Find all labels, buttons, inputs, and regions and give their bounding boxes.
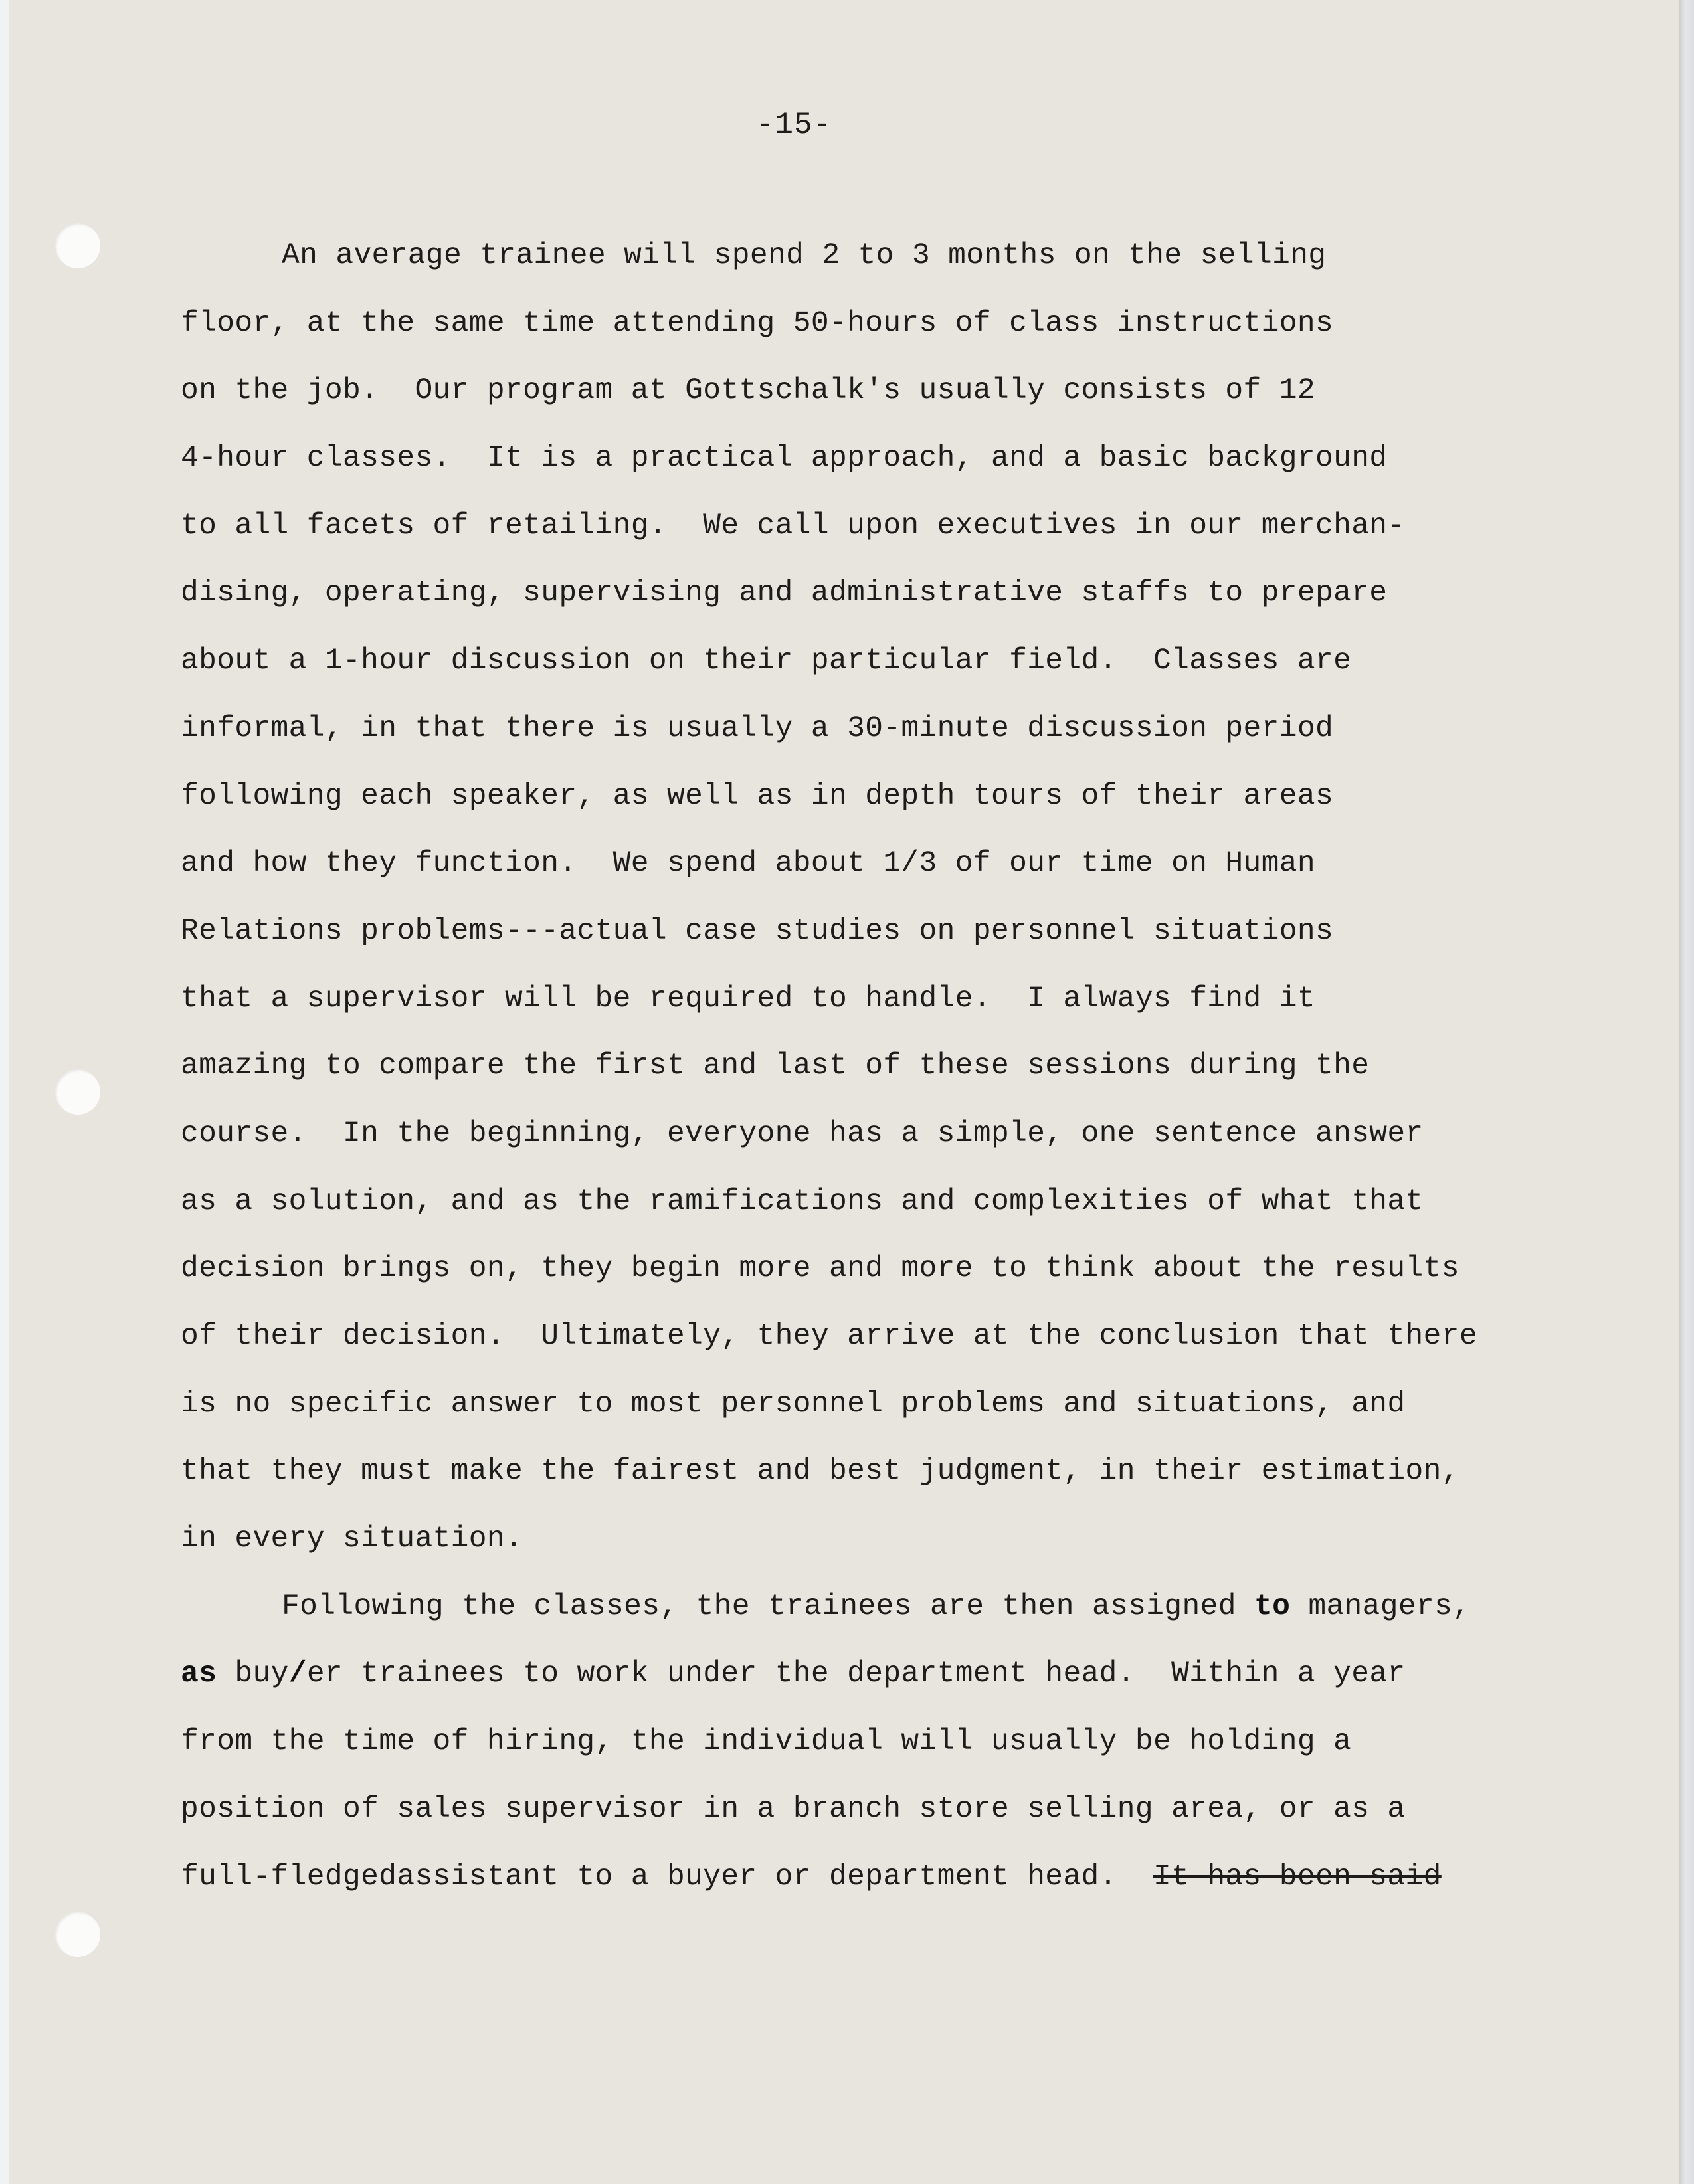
text-line: as a solution, and as the ramifications and complexities of what that [181,1184,1424,1218]
text-line: Relations problems---actual case studies on personnel situations [181,914,1334,948]
punch-hole [55,1912,100,1957]
text-line: floor, at the same time attending 50-hours of class instructions [181,306,1334,340]
text-line: following each speaker, as well as in depth tours of their areas [181,779,1334,813]
text-line: that they must make the fairest and best judgment, in their estimation, [181,1455,1459,1489]
text-run: Following the classes, the trainees are then assigned [282,1590,1254,1623]
struck-out-text: It has been said [1153,1860,1442,1894]
text-line: dising, operating, supervising and administrative staffs to prepare [181,577,1388,610]
correction-slash: / [288,1657,307,1691]
text-run: buy [217,1657,289,1691]
text-line: 4-hour classes. It is a practical approach, and a basic background [181,442,1388,476]
text-line: course. In the beginning, everyone has a simple, one sentence answer [181,1117,1424,1150]
text-line: amazing to compare the first and last of these sessions during the [181,1049,1370,1083]
paragraph-2 [181,1580,1642,1918]
text-line: position of sales supervisor in a branch store selling area, or as a [181,1792,1406,1826]
text-line: that a supervisor will be required to handle. I always find it [181,982,1315,1016]
text-line: in every situation. [181,1522,523,1556]
paragraph-1 [181,229,1642,1580]
text-line [181,1647,1642,1715]
overtyped-word: as [181,1657,217,1691]
punch-hole [55,223,100,268]
punch-hole [55,1069,100,1115]
text-line [181,1580,1642,1648]
text-line: and how they function. We spend about 1/3 of our time on Human [181,847,1315,881]
text-run: er trainees to work under the department head. Within a year [306,1657,1406,1691]
text-line: from the time of hiring, the individual will usually be holding a [181,1725,1352,1759]
body-text [181,229,1642,1918]
text-line: is no specific answer to most personnel problems and situations, and [181,1387,1406,1421]
text-line: about a 1-hour discussion on their particular field. Classes are [181,644,1352,678]
text-line: on the job. Our program at Gottschalk's usually consists of 12 [181,374,1315,408]
text-line: of their decision. Ultimately, they arrive at the conclusion that there [181,1320,1477,1353]
text-line: decision brings on, they begin more and more to think about the results [181,1252,1459,1286]
page-number: -15- [755,108,832,142]
text-run: managers, [1290,1590,1471,1623]
scan-right-edge [1679,0,1694,2184]
text-line: to all facets of retailing. We call upon executives in our merchan- [181,509,1406,543]
overtyped-word: to [1254,1590,1291,1623]
text-line: An average trainee will spend 2 to 3 months on the selling [282,239,1327,272]
scan-left-edge [0,0,9,2184]
text-run: full-fledgedassistant to a buyer or department head. [181,1860,1153,1894]
text-line [181,1851,1642,1918]
text-line: informal, in that there is usually a 30-minute discussion period [181,711,1334,745]
